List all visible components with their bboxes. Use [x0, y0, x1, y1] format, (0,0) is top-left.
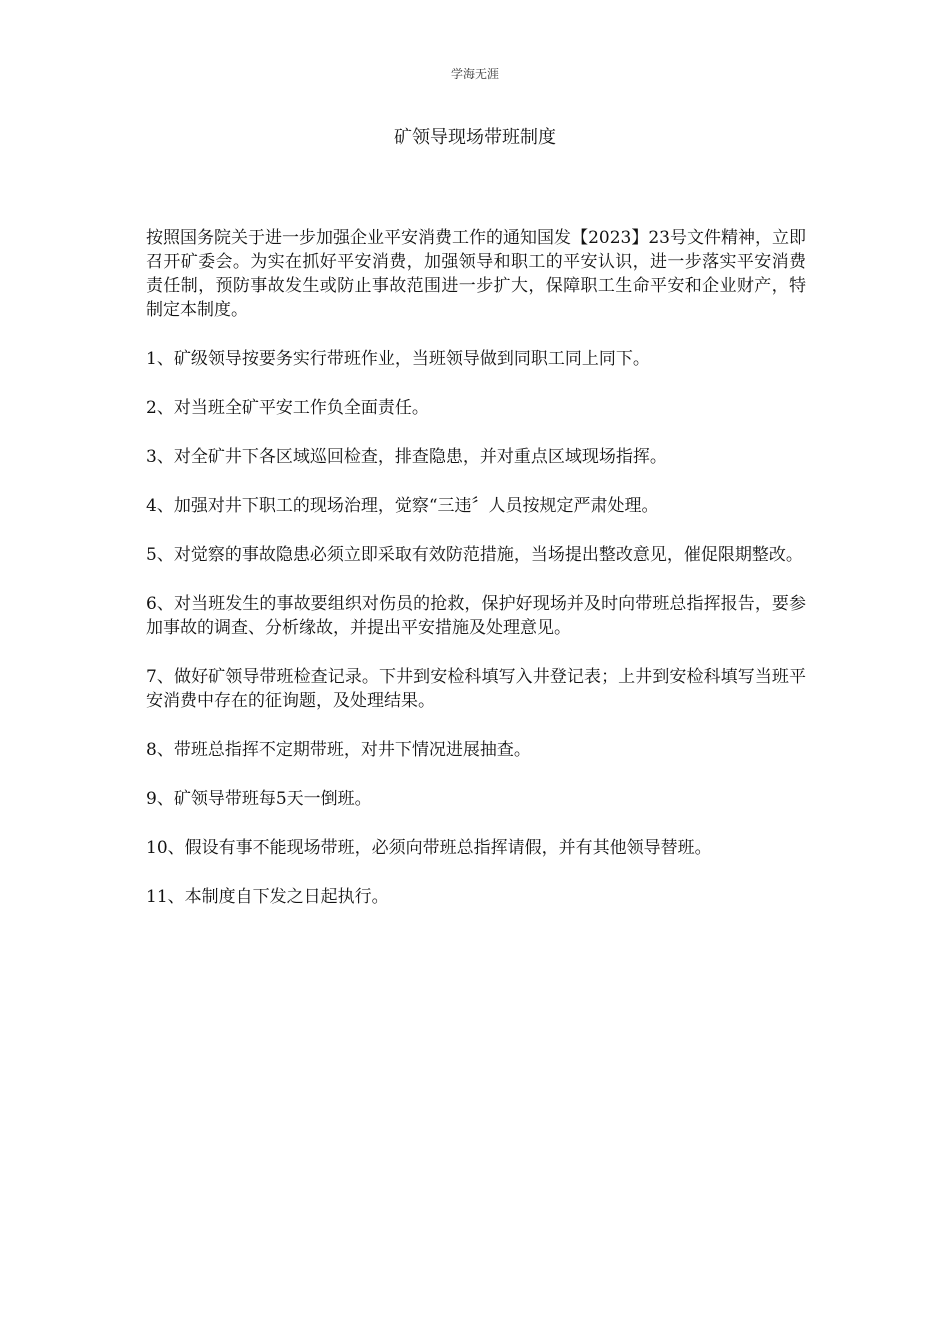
rule-item-7: 7、做好矿领导带班检查记录。下井到安检科填写入井登记表；上井到安检科填写当班平安消费中存在的征询题，及处理结果。: [146, 667, 806, 711]
document-body: [146, 226, 806, 934]
page-header: 学海无涯: [450, 67, 499, 81]
rule-item-9: 9、矿领导带班每5天一倒班。: [146, 789, 372, 809]
rule-item-11: 11、本制度自下发之日起执行。: [146, 887, 389, 907]
rule-item-2: 2、对当班全矿平安工作负全面责任。: [146, 398, 429, 418]
rule-item-4: 4、加强对井下职工的现场治理，觉察“三违〞人员按规定严肃处理。: [146, 496, 659, 516]
rule-item-1: 1、矿级领导按要务实行带班作业，当班领导做到同职工同上同下。: [146, 349, 650, 369]
rule-item-8: 8、带班总指挥不定期带班，对井下情况进展抽查。: [146, 740, 531, 760]
rule-item-10: 10、假设有事不能现场带班，必须向带班总指挥请假，并有其他领导替班。: [146, 838, 712, 858]
rule-item-5: 5、对觉察的事故隐患必须立即采取有效防范措施，当场提出整改意见，催促限期整改。: [146, 545, 803, 565]
document-title: 矿领导现场带班制度: [394, 127, 556, 148]
rule-item-3: 3、对全矿井下各区域巡回检查，排查隐患，并对重点区域现场指挥。: [146, 447, 667, 467]
rule-item-6: 6、对当班发生的事故要组织对伤员的抢救，保护好现场并及时向带班总指挥报告，要参加事故的调查、分析缘故，并提出平安措施及处理意见。: [146, 594, 806, 638]
intro-paragraph: 按照国务院关于进一步加强企业平安消费工作的通知国发【2023】23号文件精神，立即召开矿委会。为实在抓好平安消费，加强领导和职工的平安认识，进一步落实平安消费责任制，预防事故发生或防止事故范围进一步扩大，保障职工生命平安和企业财产，特制定本制度。: [146, 228, 806, 320]
